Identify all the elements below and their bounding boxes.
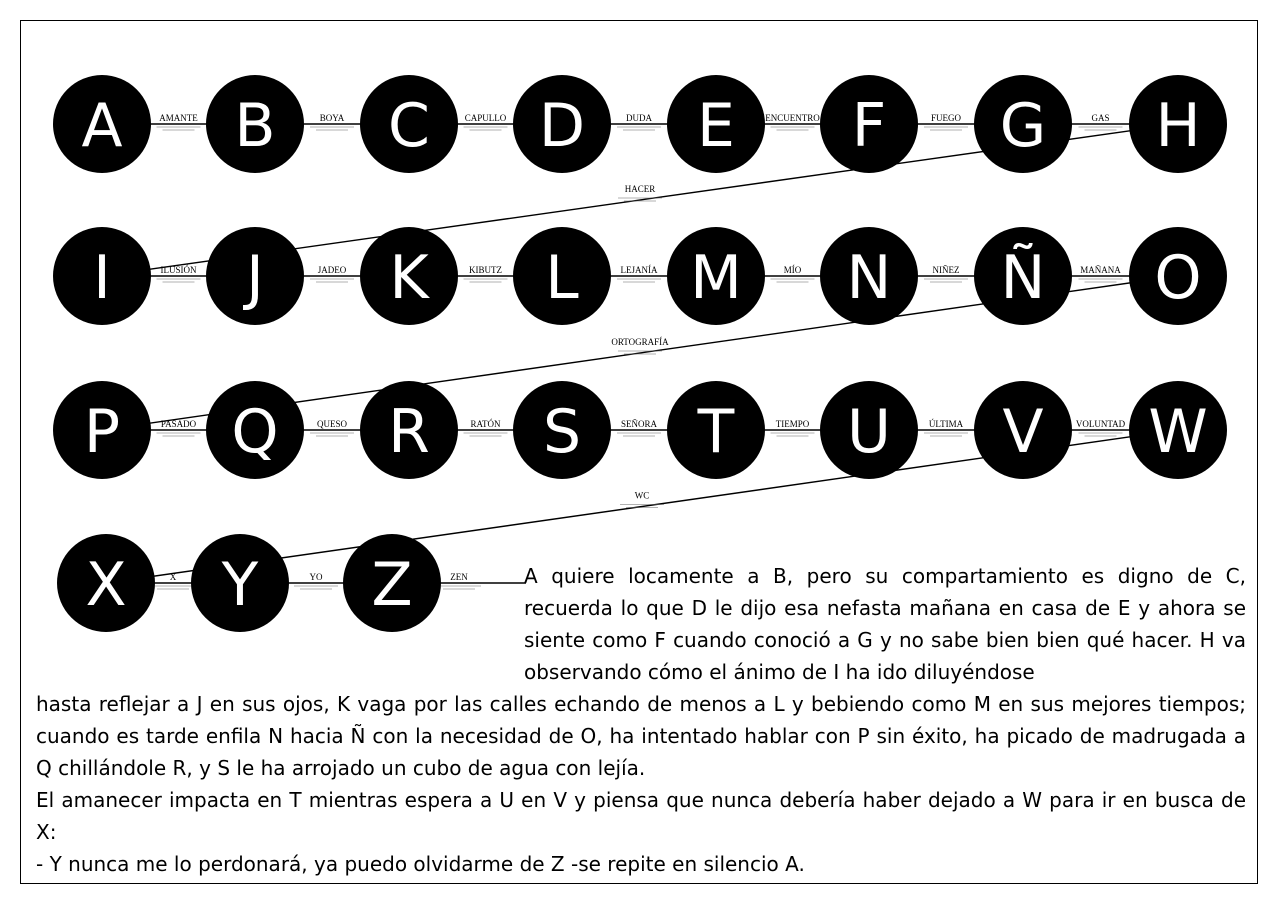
node-a [53,75,151,173]
node-o [1129,227,1227,325]
story-paragraph-1: A quiere locamente a B, pero su compartamiento es digno de C, recuerda lo que D le dijo esa nefasta mañana en casa de E y ahora se siente como F cuando conoció a G y no sabe bien bien qué hacer. H va observando cómo el ánimo de I ha ido diluyéndose [524,564,1246,684]
edge-label-ortografia: ORTOGRAFÍA [611,337,669,347]
edge-label-wc: WC [634,490,650,501]
node-i [53,227,151,325]
node-letter: O [1154,243,1202,313]
node-letter: Z [371,550,413,620]
node-r [360,381,458,479]
story-paragraph-1-continuation: hasta reflejar a J en sus ojos, K vaga por las calles echando de menos a L y bebiendo como M en sus mejores tiempos; cuando es tarde enfila N hacia Ñ con la necesidad de O, ha intentado hablar con P sin éxito, ha picado de madrugada a Q chillándole R, y S le ha arrojado un cubo de agua con lejía. [36,692,1246,780]
edge-label-tiempo: TIEMPO [775,419,810,429]
node-e [667,75,765,173]
edge-label-mio: MÍO [783,265,802,275]
edge-label-capullo: CAPULLO [464,113,507,123]
node-c [360,75,458,173]
node-g [974,75,1072,173]
node-letter: L [545,243,579,313]
edges-layer [102,113,1178,589]
edge-label-senora: SEÑORA [620,419,658,429]
node-letter: D [538,91,586,161]
node-letter: J [246,243,264,313]
story-paragraph-2: El amanecer impacta en T mientras espera a U en V y piensa que nunca debería haber dejado a W para ir en busca de X: [36,788,1246,844]
node-v [974,381,1072,479]
node-s [513,381,611,479]
edge-label-boya: BOYA [319,113,345,123]
node-letter: H [1155,91,1201,161]
edge-label-manana: MAÑANA [1080,265,1121,275]
node-letter: Y [221,550,259,620]
edge-label-lejania: LEJANÍA [620,265,658,275]
node-letter: R [388,397,430,467]
edge-label-voluntad: VOLUNTAD [1075,419,1126,429]
story-bottom-block [36,688,1246,880]
node-p [53,381,151,479]
node-d [513,75,611,173]
node-k [360,227,458,325]
node-x [57,534,155,632]
node-letter: F [851,91,887,161]
story-top-block [524,560,1246,688]
node-letter: M [690,243,742,313]
node-letter: X [85,550,127,620]
edge-label-x: X [169,572,177,582]
node-l [513,227,611,325]
node-y [191,534,289,632]
node-letter: C [388,91,430,161]
node-u [820,381,918,479]
node-letter: T [697,397,735,467]
node-m [667,227,765,325]
node-j [206,227,304,325]
node-letter: B [234,91,276,161]
edge-label-pasado: PASADO [160,419,197,429]
node-letter: V [1002,397,1044,467]
node-letter: U [847,397,891,467]
node-f [820,75,918,173]
edge-label-ultima: ÚLTIMA [928,419,964,429]
edge-label-gas: GAS [1091,113,1110,123]
edge-label-duda: DUDA [626,113,652,123]
edge-label-zen: ZEN [450,572,468,582]
node-n [820,227,918,325]
edge-label-hacer: HACER [624,184,656,194]
node-letter: G [999,91,1047,161]
node-letter: K [389,243,429,313]
node-letter: Ñ [1000,243,1046,313]
node-q [206,381,304,479]
node-letter: S [542,397,582,467]
edge-label-yo: YO [309,572,323,582]
edge-label-ninez: NIÑEZ [932,265,960,275]
node-b [206,75,304,173]
node-letter: Q [231,397,279,467]
node-letter: A [81,91,123,161]
node-z [343,534,441,632]
edge-label-queso: QUESO [316,419,348,429]
node-letter: P [83,397,121,467]
edge-label-fuego: FUEGO [930,113,962,123]
edge-label-encuentro: ENCUENTRO [765,113,820,123]
node-letter: W [1148,397,1208,467]
edge-label-raton: RATÓN [470,419,501,429]
node-t [667,381,765,479]
node-letter: N [846,243,892,313]
story-paragraph-3: - Y nunca me lo perdonará, ya puedo olvidarme de Z -se repite en silencio A. [36,852,805,876]
node-w [1129,381,1227,479]
node-letter: I [93,243,111,313]
edge-label-kibutz: KIBUTZ [469,265,502,275]
node-h [1129,75,1227,173]
edge-label-ilusion: ILUSIÓN [160,265,197,275]
node-letter: E [697,91,735,161]
node-enye [974,227,1072,325]
edge-label-jadeo: JADEO [317,265,347,275]
edge-label-amante: AMANTE [159,113,198,123]
